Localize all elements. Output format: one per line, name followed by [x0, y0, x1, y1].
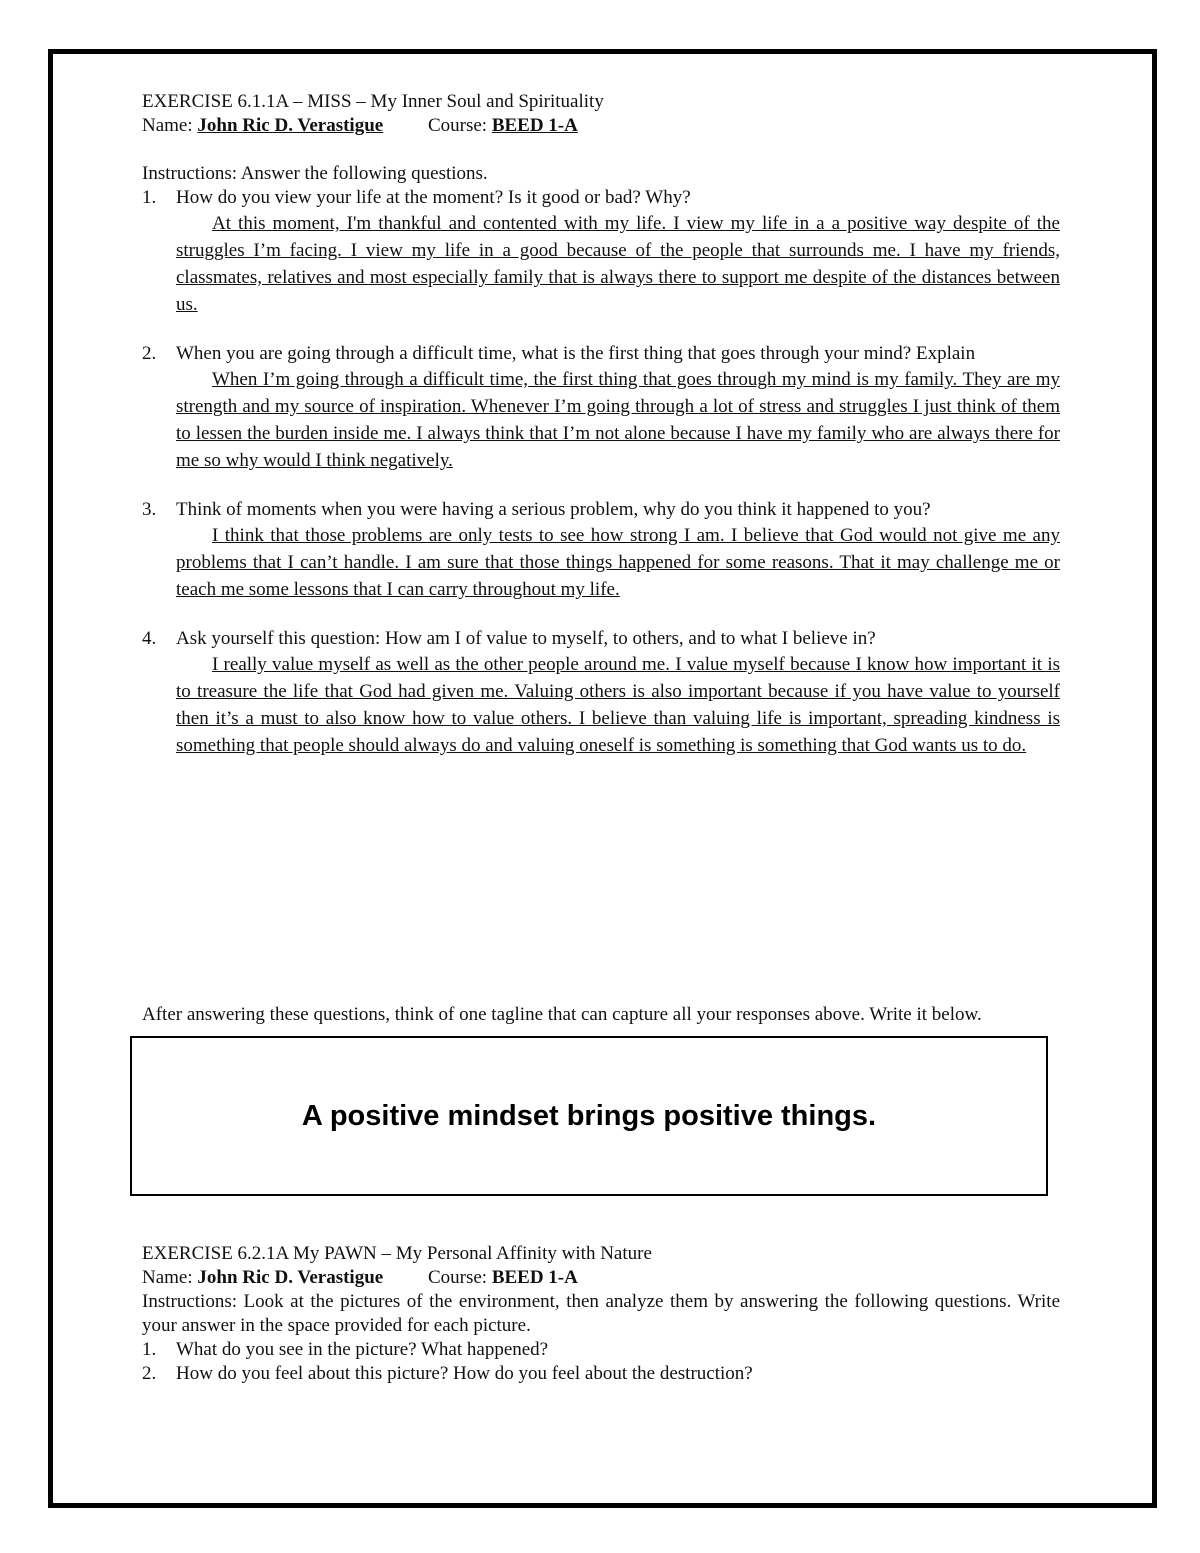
question-number: 3. [142, 499, 157, 520]
exercise-2-title: EXERCISE 6.2.1A My PAWN – My Personal Affinity with Nature [142, 1243, 652, 1264]
exercise-2-section [142, 1242, 1060, 1386]
course-label: Course: [427, 1267, 488, 1288]
name-value: John Ric D. Verastigue [197, 115, 384, 136]
question-block [142, 186, 1060, 318]
question-text: When you are going through a difficult time, what is the first thing that goes through your mind? Explain [176, 343, 976, 364]
tagline-text: A positive mindset brings positive things. [301, 1099, 877, 1132]
exercise-1-title: EXERCISE 6.1.1A – MISS – My Inner Soul and Spirituality [142, 91, 604, 112]
answer-text: At this moment, I'm thankful and contented with my life. I view my life in a a positive way despite of the struggles I’m facing. I view my life in a good because of the people that surrounds me. I have my friends, classmates, relatives and most especially family that is always there to support me despite of the distances between us. [176, 213, 1060, 315]
exercise-2-name-course-row [142, 1266, 1060, 1290]
course-value: BEED 1-A [491, 1267, 578, 1288]
question-number: 2. [142, 1363, 157, 1384]
exercise-1-name-course-row [142, 114, 1060, 138]
answer-text: I think that those problems are only tests to see how strong I am. I believe that God would not give me any problems that I can’t handle. I am sure that those things happened for some reasons. That it may challenge me or teach me some lessons that I can carry throughout my life. [176, 525, 1060, 600]
question-number: 2. [142, 343, 157, 364]
answer-text: I really value myself as well as the other people around me. I value myself because I know how important it is to treasure the life that God had given me. Valuing others is also important because if you have value to yourself then it’s a must to also know how to value others. I believe than valuing life is important, spreading kindness is something that people should always do and valuing oneself is something is something that God wants us to do. [176, 654, 1060, 756]
question-number: 1. [142, 1339, 157, 1360]
list-item [142, 1362, 1060, 1386]
question-block [142, 498, 1060, 603]
name-value: John Ric D. Verastigue [197, 1267, 384, 1288]
question-text: What do you see in the picture? What happened? [176, 1339, 549, 1360]
question-block [142, 342, 1060, 474]
exercise-2-instructions: Instructions: Look at the pictures of the environment, then analyze them by answering the following questions. Write your answer in the space provided for each picture. [142, 1291, 1060, 1336]
question-text: How do you view your life at the moment? Is it good or bad? Why? [176, 187, 691, 208]
course-label: Course: [427, 115, 488, 136]
question-number: 1. [142, 187, 157, 208]
name-label: Name: [142, 115, 193, 136]
course-value: BEED 1-A [491, 115, 578, 136]
list-item [142, 1338, 1060, 1362]
question-block [142, 627, 1060, 759]
question-number: 4. [142, 628, 157, 649]
exercise-1-instructions: Instructions: Answer the following questions. [142, 163, 488, 184]
question-text: Ask yourself this question: How am I of value to myself, to others, and to what I believe in? [176, 628, 876, 649]
question-text: Think of moments when you were having a serious problem, why do you think it happened to you? [176, 499, 931, 520]
answer-text: When I’m going through a difficult time, the first thing that goes through my mind is my family. They are my strength and my source of inspiration. Whenever I’m going through a lot of stress and struggles I just think of them to lessen the burden inside me. I always think that I’m not alone because I have my family who are always there for me so why would I think negatively. [176, 369, 1060, 471]
exercise-1-section [142, 90, 1060, 783]
question-text: How do you feel about this picture? How do you feel about the destruction? [176, 1363, 753, 1384]
name-label: Name: [142, 1267, 193, 1288]
tagline-instructions: After answering these questions, think of one tagline that can capture all your responses above. Write it below. [142, 1004, 982, 1025]
tagline-box [130, 1036, 1048, 1196]
